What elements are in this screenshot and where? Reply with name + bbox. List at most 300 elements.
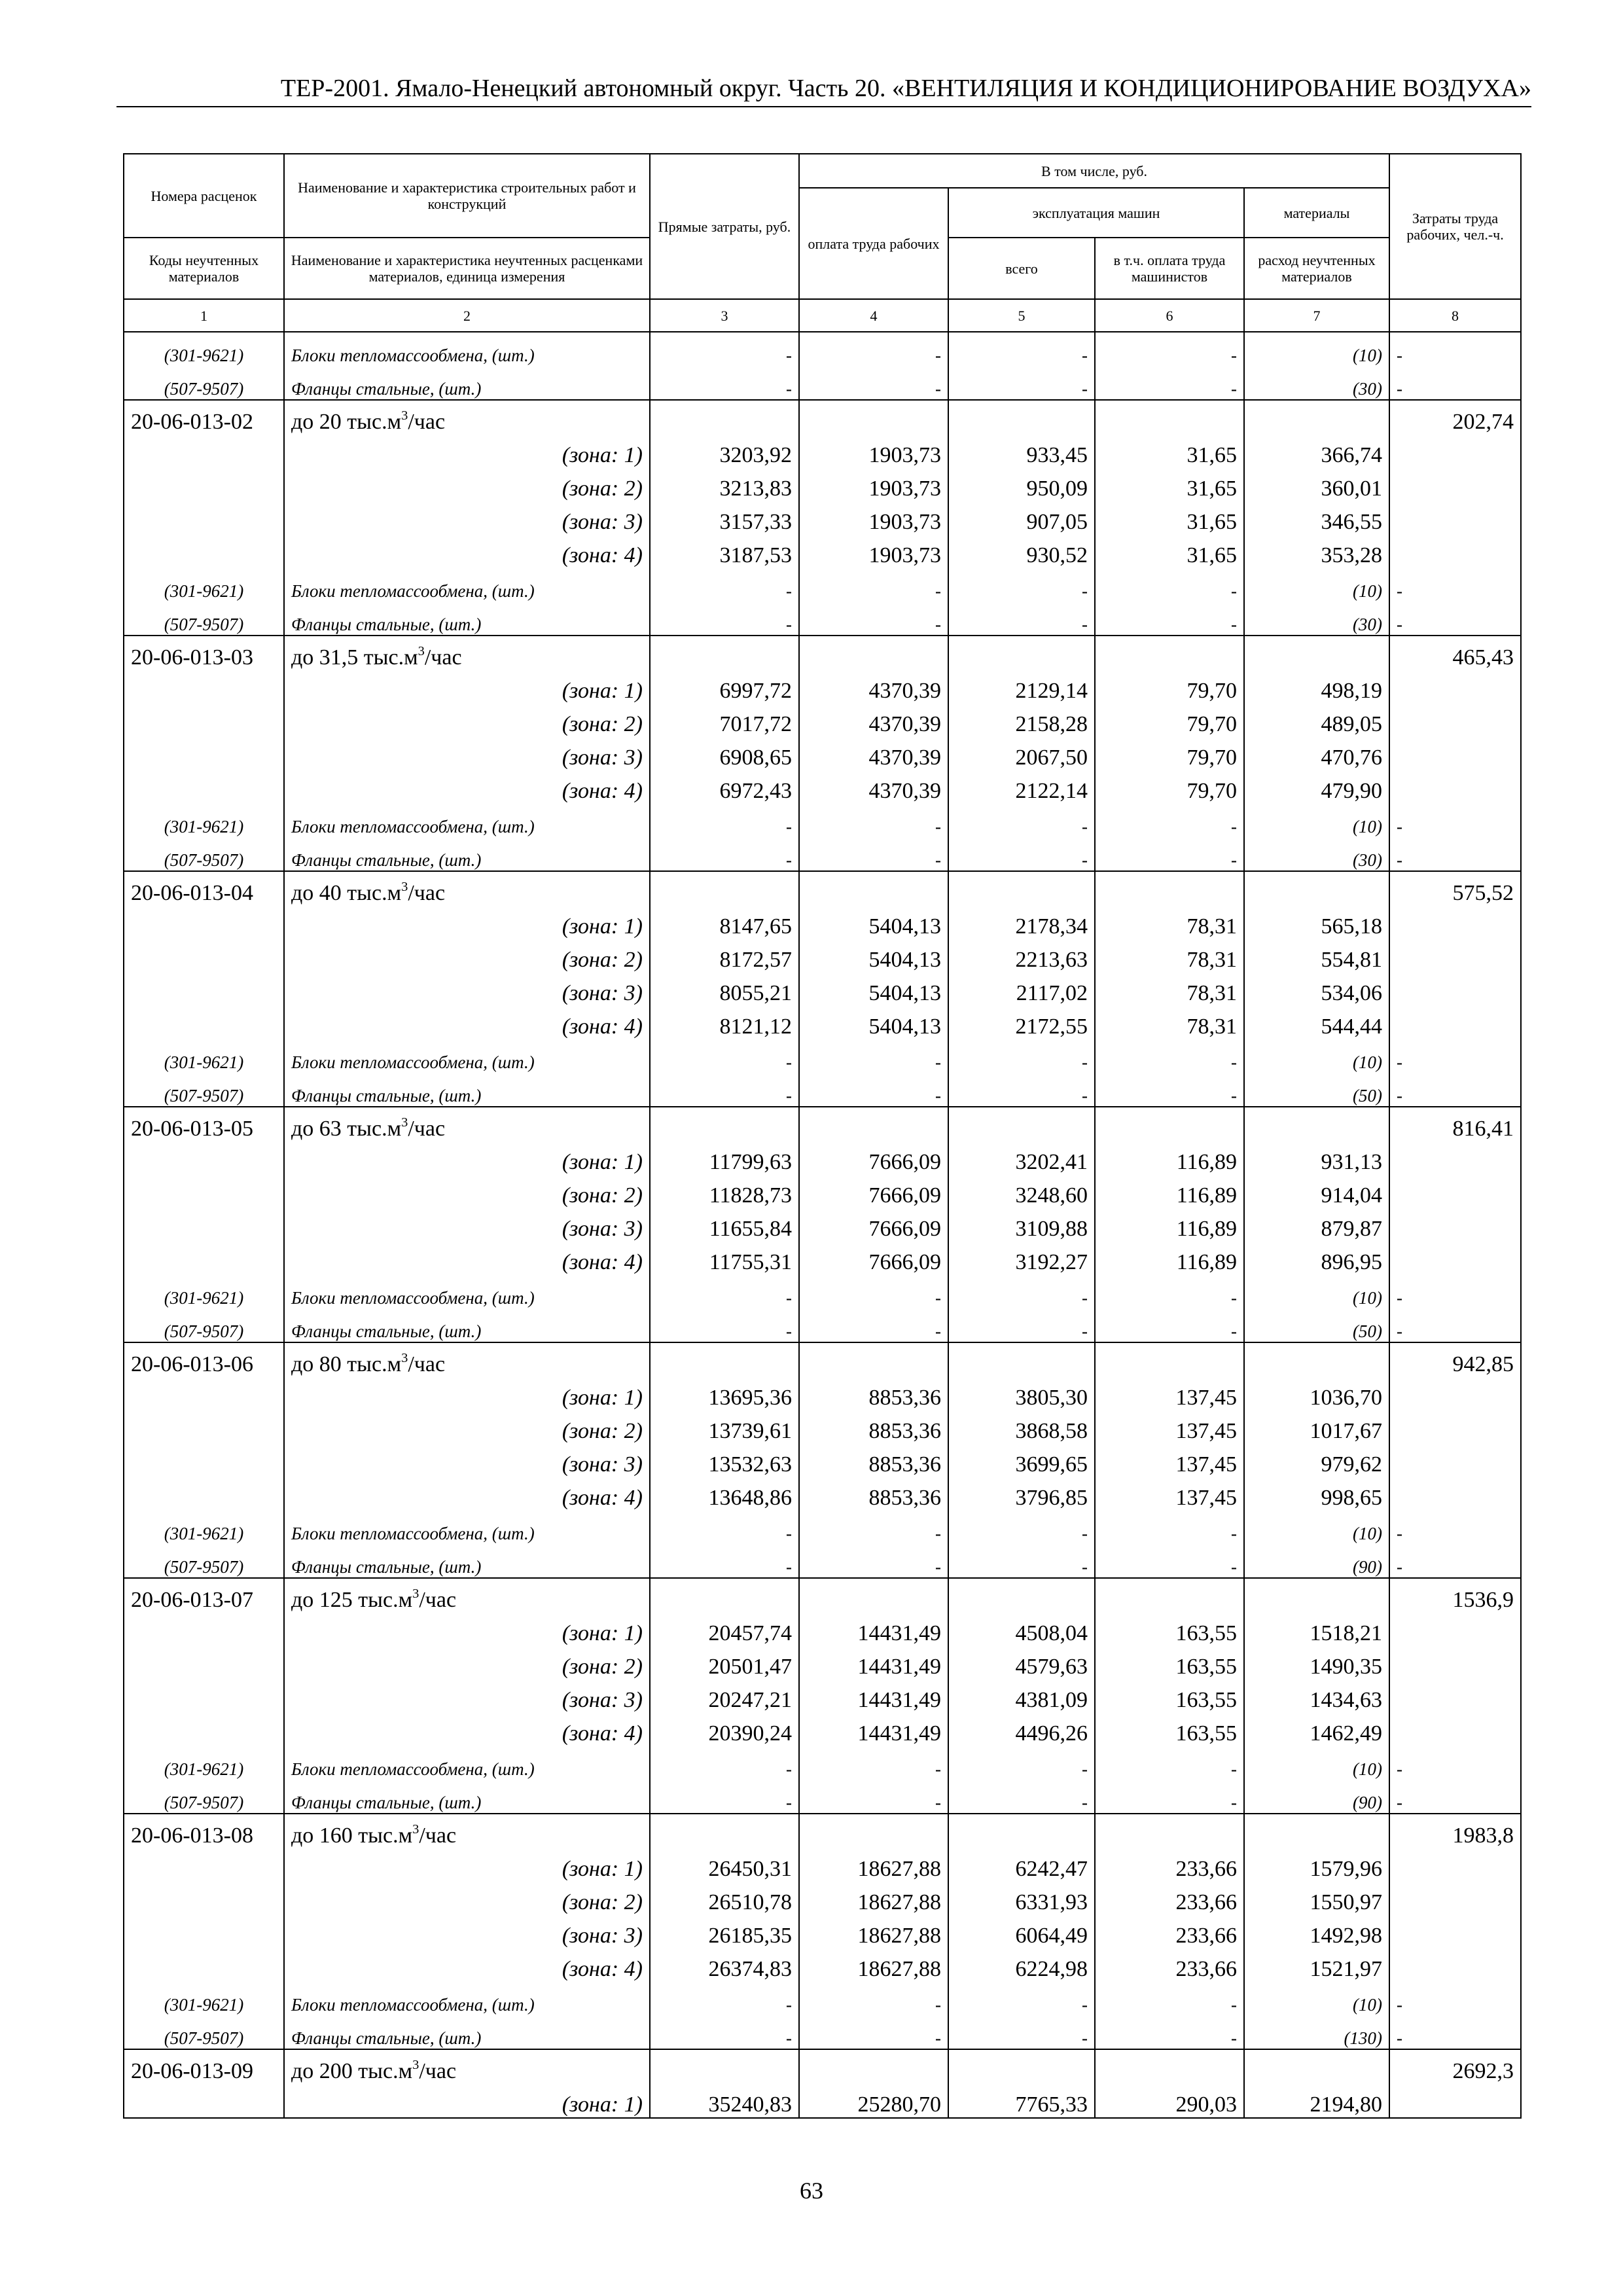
- worker-pay: -: [799, 1746, 948, 1780]
- materials-cost: 470,76: [1244, 737, 1389, 770]
- worker-pay: 7666,09: [799, 1175, 948, 1208]
- material-qty: (50): [1244, 1308, 1389, 1342]
- direct-cost: -: [650, 568, 799, 601]
- empty-cell: [124, 1175, 284, 1208]
- worker-pay: 5404,13: [799, 1006, 948, 1039]
- empty-cell: [948, 1814, 1095, 1848]
- material-name: Блоки тепломассообмена, (шт.): [284, 332, 650, 366]
- worker-pay: 7666,09: [799, 1208, 948, 1242]
- worker-pay: -: [799, 1308, 948, 1342]
- empty-cell: [1095, 1814, 1244, 1848]
- empty-cell: [1389, 1477, 1521, 1511]
- empty-cell: [650, 2049, 799, 2084]
- material-name: Блоки тепломассообмена, (шт.): [284, 1746, 650, 1780]
- worker-pay: 14431,49: [799, 1679, 948, 1713]
- machinist-pay: -: [1095, 1746, 1244, 1780]
- zone-row: [124, 770, 1521, 804]
- empty-cell: [1389, 1713, 1521, 1746]
- zone-row: [124, 1410, 1521, 1444]
- direct-cost: 26185,35: [650, 1915, 799, 1948]
- material-code: (507-9507): [124, 2015, 284, 2049]
- zone-label: (зона: 2): [284, 939, 650, 973]
- col7-header: расход неучтенных материалов: [1244, 238, 1389, 299]
- empty-cell: [124, 1208, 284, 1242]
- col1-header-bottom: Коды неучтенных материалов: [124, 238, 284, 299]
- empty-cell: [124, 1141, 284, 1175]
- price-table: [123, 153, 1522, 2119]
- empty-cell: [948, 2049, 1095, 2084]
- worker-pay: 1903,73: [799, 501, 948, 535]
- material-code: (507-9507): [124, 1073, 284, 1107]
- machinist-pay: -: [1095, 1982, 1244, 2015]
- rate-code-row: [124, 2049, 1521, 2084]
- material-code: (507-9507): [124, 1308, 284, 1342]
- col-number: 5: [948, 299, 1095, 332]
- zone-row: [124, 435, 1521, 468]
- material-qty: (30): [1244, 837, 1389, 871]
- material-name: Фланцы стальные, (шт.): [284, 366, 650, 400]
- worker-pay: -: [799, 601, 948, 636]
- zone-row: [124, 1208, 1521, 1242]
- material-qty: (90): [1244, 1544, 1389, 1578]
- zone-row: [124, 670, 1521, 704]
- zone-label: (зона: 1): [284, 1613, 650, 1646]
- direct-cost: -: [650, 804, 799, 837]
- machinist-pay: 31,65: [1095, 535, 1244, 568]
- direct-cost: 3213,83: [650, 468, 799, 501]
- empty-cell: [124, 468, 284, 501]
- rate-code: 20-06-013-06: [124, 1342, 284, 1377]
- machinist-pay: 79,70: [1095, 670, 1244, 704]
- machinist-pay: -: [1095, 1511, 1244, 1544]
- machinist-pay: 79,70: [1095, 704, 1244, 737]
- zone-label: (зона: 2): [284, 1882, 650, 1915]
- empty-cell: [124, 1848, 284, 1882]
- rate-name-text: до 20 тыс.м: [291, 410, 402, 434]
- empty-cell: [1389, 435, 1521, 468]
- material-qty: (10): [1244, 804, 1389, 837]
- worker-pay: -: [799, 837, 948, 871]
- materials-cost: 565,18: [1244, 906, 1389, 939]
- worker-pay: 18627,88: [799, 1848, 948, 1882]
- zone-label: (зона: 3): [284, 1208, 650, 1242]
- machines-total: 3699,65: [948, 1444, 1095, 1477]
- direct-cost: 20390,24: [650, 1713, 799, 1746]
- direct-cost: -: [650, 1073, 799, 1107]
- col-number: 7: [1244, 299, 1389, 332]
- unit-suffix: /час: [408, 1352, 446, 1376]
- zone-label: (зона: 1): [284, 1848, 650, 1882]
- empty-cell: [1389, 939, 1521, 973]
- direct-cost: 20247,21: [650, 1679, 799, 1713]
- empty-cell: [1389, 1848, 1521, 1882]
- zone-label: (зона: 3): [284, 501, 650, 535]
- zone-row: [124, 704, 1521, 737]
- empty-cell: [1244, 636, 1389, 670]
- rate-name: [284, 2049, 650, 2084]
- machines-total: -: [948, 332, 1095, 366]
- empty-cell: [124, 906, 284, 939]
- page-header: ТЕР-2001. Ямало-Ненецкий автономный округ. Часть 20. «ВЕНТИЛЯЦИЯ И КОНДИЦИОНИРОВАНИЕ ВОЗДУХА»: [280, 75, 1531, 102]
- rate-name: [284, 1814, 650, 1848]
- worker-pay: 25280,70: [799, 2084, 948, 2118]
- table-head: [124, 154, 1521, 332]
- zone-label: (зона: 2): [284, 1646, 650, 1679]
- worker-pay: 18627,88: [799, 1882, 948, 1915]
- empty-cell: [124, 535, 284, 568]
- worker-pay: 18627,88: [799, 1948, 948, 1982]
- labor-cost: -: [1389, 1275, 1521, 1308]
- labor-cost: -: [1389, 804, 1521, 837]
- unit-exponent: 3: [412, 1821, 419, 1837]
- machinist-pay: -: [1095, 837, 1244, 871]
- worker-pay: -: [799, 366, 948, 400]
- materials-cost: 1017,67: [1244, 1410, 1389, 1444]
- empty-cell: [1389, 906, 1521, 939]
- empty-cell: [1389, 1242, 1521, 1275]
- col-number: 6: [1095, 299, 1244, 332]
- machinist-pay: 233,66: [1095, 1882, 1244, 1915]
- machinist-pay: 137,45: [1095, 1410, 1244, 1444]
- machinist-pay: 163,55: [1095, 1646, 1244, 1679]
- zone-row: [124, 1882, 1521, 1915]
- rate-name-text: до 125 тыс.м: [291, 1588, 413, 1612]
- empty-cell: [1095, 400, 1244, 435]
- empty-cell: [1244, 1342, 1389, 1377]
- direct-cost: -: [650, 1275, 799, 1308]
- machinist-pay: 233,66: [1095, 1948, 1244, 1982]
- direct-cost: -: [650, 1746, 799, 1780]
- direct-cost: 11755,31: [650, 1242, 799, 1275]
- direct-cost: -: [650, 366, 799, 400]
- worker-pay: 14431,49: [799, 1713, 948, 1746]
- empty-cell: [124, 1915, 284, 1948]
- zone-label: (зона: 1): [284, 670, 650, 704]
- rate-name-text: до 31,5 тыс.м: [291, 645, 418, 670]
- empty-cell: [799, 1107, 948, 1141]
- material-name: Блоки тепломассообмена, (шт.): [284, 1039, 650, 1073]
- empty-cell: [124, 770, 284, 804]
- material-name: Фланцы стальные, (шт.): [284, 837, 650, 871]
- worker-pay: 5404,13: [799, 939, 948, 973]
- rate-code-row: [124, 1107, 1521, 1141]
- zone-label: (зона: 4): [284, 535, 650, 568]
- materials-cost: 479,90: [1244, 770, 1389, 804]
- material-qty: (30): [1244, 366, 1389, 400]
- direct-cost: -: [650, 1039, 799, 1073]
- header-rule: [116, 106, 1531, 107]
- machinist-pay: -: [1095, 1544, 1244, 1578]
- empty-cell: [124, 435, 284, 468]
- machinist-pay: 78,31: [1095, 1006, 1244, 1039]
- zone-label: (зона: 1): [284, 906, 650, 939]
- material-row: [124, 1275, 1521, 1308]
- empty-cell: [650, 400, 799, 435]
- empty-cell: [1244, 2049, 1389, 2084]
- empty-cell: [124, 501, 284, 535]
- material-row: [124, 332, 1521, 366]
- machinist-pay: 233,66: [1095, 1848, 1244, 1882]
- empty-cell: [124, 1613, 284, 1646]
- empty-cell: [1244, 1814, 1389, 1848]
- unit-exponent: 3: [401, 1115, 408, 1130]
- direct-cost: 13532,63: [650, 1444, 799, 1477]
- machinist-pay: -: [1095, 332, 1244, 366]
- materials-cost: 914,04: [1244, 1175, 1389, 1208]
- material-row: [124, 1982, 1521, 2015]
- machinist-pay: 79,70: [1095, 770, 1244, 804]
- material-code: (301-9621): [124, 1275, 284, 1308]
- machinist-pay: -: [1095, 568, 1244, 601]
- materials-cost: 554,81: [1244, 939, 1389, 973]
- empty-cell: [1095, 1578, 1244, 1613]
- machines-total: 3796,85: [948, 1477, 1095, 1511]
- zone-row: [124, 906, 1521, 939]
- materials-cost: 1579,96: [1244, 1848, 1389, 1882]
- rate-code: 20-06-013-04: [124, 871, 284, 906]
- worker-pay: 5404,13: [799, 973, 948, 1006]
- labor-cost: -: [1389, 1746, 1521, 1780]
- machines-total: 6242,47: [948, 1848, 1095, 1882]
- material-name: Фланцы стальные, (шт.): [284, 1308, 650, 1342]
- empty-cell: [948, 1107, 1095, 1141]
- rate-name-text: до 80 тыс.м: [291, 1352, 402, 1376]
- machines-total: 933,45: [948, 435, 1095, 468]
- materials-cost: 346,55: [1244, 501, 1389, 535]
- machines-total: 2129,14: [948, 670, 1095, 704]
- empty-cell: [799, 2049, 948, 2084]
- labor-cost: 816,41: [1389, 1107, 1521, 1141]
- material-qty: (10): [1244, 1275, 1389, 1308]
- direct-cost: 13695,36: [650, 1377, 799, 1410]
- materials-cost: 896,95: [1244, 1242, 1389, 1275]
- material-qty: (10): [1244, 1746, 1389, 1780]
- labor-cost: 2692,3: [1389, 2049, 1521, 2084]
- labor-cost: -: [1389, 568, 1521, 601]
- labor-cost: -: [1389, 1073, 1521, 1107]
- worker-pay: -: [799, 1073, 948, 1107]
- empty-cell: [799, 871, 948, 906]
- machinist-pay: -: [1095, 1073, 1244, 1107]
- worker-pay: -: [799, 1039, 948, 1073]
- worker-pay: -: [799, 1544, 948, 1578]
- direct-cost: 11799,63: [650, 1141, 799, 1175]
- labor-cost: -: [1389, 1544, 1521, 1578]
- empty-cell: [1095, 871, 1244, 906]
- materials-cost: 1490,35: [1244, 1646, 1389, 1679]
- direct-cost: -: [650, 1982, 799, 2015]
- machines-total: 3248,60: [948, 1175, 1095, 1208]
- material-code: (507-9507): [124, 601, 284, 636]
- zone-label: (зона: 2): [284, 1410, 650, 1444]
- zone-label: (зона: 4): [284, 1006, 650, 1039]
- machines-total: -: [948, 601, 1095, 636]
- direct-cost: -: [650, 837, 799, 871]
- direct-cost: -: [650, 2015, 799, 2049]
- zone-label: (зона: 3): [284, 1915, 650, 1948]
- page-number: 63: [800, 2178, 823, 2204]
- materials-cost: 1036,70: [1244, 1377, 1389, 1410]
- direct-cost: -: [650, 601, 799, 636]
- machines-total: 950,09: [948, 468, 1095, 501]
- machines-total: 2067,50: [948, 737, 1095, 770]
- col2-header-top: Наименование и характеристика строительных работ и конструкций: [284, 154, 650, 238]
- materials-cost: 1434,63: [1244, 1679, 1389, 1713]
- empty-cell: [124, 704, 284, 737]
- zone-label: (зона: 4): [284, 1477, 650, 1511]
- rate-code: 20-06-013-09: [124, 2049, 284, 2084]
- direct-cost: -: [650, 1511, 799, 1544]
- unit-suffix: /час: [419, 2059, 457, 2083]
- machines-total: -: [948, 804, 1095, 837]
- zone-label: (зона: 1): [284, 1377, 650, 1410]
- machines-total: -: [948, 1982, 1095, 2015]
- labor-cost: -: [1389, 1780, 1521, 1814]
- materials-cost: 1492,98: [1244, 1915, 1389, 1948]
- machinist-pay: -: [1095, 366, 1244, 400]
- empty-cell: [1095, 1342, 1244, 1377]
- rate-name-text: до 40 тыс.м: [291, 881, 402, 905]
- direct-cost: 20457,74: [650, 1613, 799, 1646]
- machines-total: 4579,63: [948, 1646, 1095, 1679]
- zone-row: [124, 535, 1521, 568]
- machinist-pay: 116,89: [1095, 1175, 1244, 1208]
- machines-total: -: [948, 1275, 1095, 1308]
- machinist-pay: -: [1095, 1780, 1244, 1814]
- worker-pay: -: [799, 1275, 948, 1308]
- machines-total: -: [948, 1746, 1095, 1780]
- direct-cost: -: [650, 332, 799, 366]
- unit-suffix: /час: [424, 645, 462, 670]
- direct-cost: 7017,72: [650, 704, 799, 737]
- empty-cell: [948, 1578, 1095, 1613]
- empty-cell: [124, 737, 284, 770]
- zone-row: [124, 1175, 1521, 1208]
- empty-cell: [650, 636, 799, 670]
- machines-total: 2158,28: [948, 704, 1095, 737]
- empty-cell: [124, 1006, 284, 1039]
- machines-total: -: [948, 1544, 1095, 1578]
- col-number: 4: [799, 299, 948, 332]
- machines-total: 3192,27: [948, 1242, 1095, 1275]
- machinist-pay: 163,55: [1095, 1679, 1244, 1713]
- material-code: (507-9507): [124, 1544, 284, 1578]
- empty-cell: [799, 1342, 948, 1377]
- direct-cost: 3187,53: [650, 535, 799, 568]
- machines-total: 7765,33: [948, 2084, 1095, 2118]
- zone-row: [124, 468, 1521, 501]
- rate-code-row: [124, 1342, 1521, 1377]
- machinist-pay: 137,45: [1095, 1377, 1244, 1410]
- unit-suffix: /час: [408, 410, 446, 434]
- machines-total: 3805,30: [948, 1377, 1095, 1410]
- labor-cost: 465,43: [1389, 636, 1521, 670]
- empty-cell: [1389, 1410, 1521, 1444]
- material-name: Фланцы стальные, (шт.): [284, 601, 650, 636]
- worker-pay: -: [799, 1982, 948, 2015]
- unit-suffix: /час: [419, 1588, 457, 1612]
- machinist-pay: 78,31: [1095, 906, 1244, 939]
- rate-name: [284, 1107, 650, 1141]
- direct-cost: 26374,83: [650, 1948, 799, 1982]
- material-row: [124, 804, 1521, 837]
- empty-cell: [1389, 1175, 1521, 1208]
- machinist-pay: -: [1095, 2015, 1244, 2049]
- materials-cost: 360,01: [1244, 468, 1389, 501]
- zone-row: [124, 973, 1521, 1006]
- direct-cost: 6997,72: [650, 670, 799, 704]
- machinist-pay: 79,70: [1095, 737, 1244, 770]
- direct-cost: 13648,86: [650, 1477, 799, 1511]
- rate-name-text: до 160 тыс.м: [291, 1823, 413, 1848]
- material-name: Фланцы стальные, (шт.): [284, 1780, 650, 1814]
- direct-cost: 35240,83: [650, 2084, 799, 2118]
- empty-cell: [1389, 1444, 1521, 1477]
- labor-cost: -: [1389, 1982, 1521, 2015]
- col8-header: Затраты труда рабочих, чел.-ч.: [1389, 154, 1521, 299]
- empty-cell: [1389, 1948, 1521, 1982]
- empty-cell: [650, 871, 799, 906]
- machines-total: 6331,93: [948, 1882, 1095, 1915]
- empty-cell: [1244, 1578, 1389, 1613]
- zone-row: [124, 1613, 1521, 1646]
- material-code: (301-9621): [124, 1746, 284, 1780]
- labor-cost: 942,85: [1389, 1342, 1521, 1377]
- unit-exponent: 3: [401, 1350, 408, 1365]
- zone-label: (зона: 3): [284, 973, 650, 1006]
- materials-cost: 534,06: [1244, 973, 1389, 1006]
- labor-cost: 1983,8: [1389, 1814, 1521, 1848]
- material-row: [124, 568, 1521, 601]
- machines-total: 3202,41: [948, 1141, 1095, 1175]
- machinist-pay: 116,89: [1095, 1141, 1244, 1175]
- labor-cost: -: [1389, 1039, 1521, 1073]
- machinist-pay: 137,45: [1095, 1477, 1244, 1511]
- direct-cost: 11655,84: [650, 1208, 799, 1242]
- materials-cost: 931,13: [1244, 1141, 1389, 1175]
- rate-name-text: до 63 тыс.м: [291, 1117, 402, 1141]
- direct-cost: 13739,61: [650, 1410, 799, 1444]
- zone-label: (зона: 1): [284, 2084, 650, 2118]
- empty-cell: [124, 1377, 284, 1410]
- direct-cost: -: [650, 1308, 799, 1342]
- empty-cell: [124, 1242, 284, 1275]
- direct-cost: 3203,92: [650, 435, 799, 468]
- unit-suffix: /час: [408, 881, 446, 905]
- col1-header-top: Номера расценок: [124, 154, 284, 238]
- rate-code-row: [124, 1578, 1521, 1613]
- direct-cost: 26450,31: [650, 1848, 799, 1882]
- machines-total: 6064,49: [948, 1915, 1095, 1948]
- worker-pay: 14431,49: [799, 1613, 948, 1646]
- zone-row: [124, 501, 1521, 535]
- unit-suffix: /час: [419, 1823, 457, 1848]
- machinist-pay: -: [1095, 1308, 1244, 1342]
- zone-label: (зона: 2): [284, 704, 650, 737]
- rate-code-row: [124, 1814, 1521, 1848]
- empty-cell: [799, 636, 948, 670]
- direct-cost: -: [650, 1544, 799, 1578]
- included-group-header: В том числе, руб.: [799, 154, 1389, 188]
- material-code: (301-9621): [124, 332, 284, 366]
- rate-code: 20-06-013-03: [124, 636, 284, 670]
- empty-cell: [1389, 1882, 1521, 1915]
- material-qty: (10): [1244, 568, 1389, 601]
- zone-label: (зона: 1): [284, 435, 650, 468]
- material-qty: (90): [1244, 1780, 1389, 1814]
- empty-cell: [1389, 1006, 1521, 1039]
- direct-cost: 8055,21: [650, 973, 799, 1006]
